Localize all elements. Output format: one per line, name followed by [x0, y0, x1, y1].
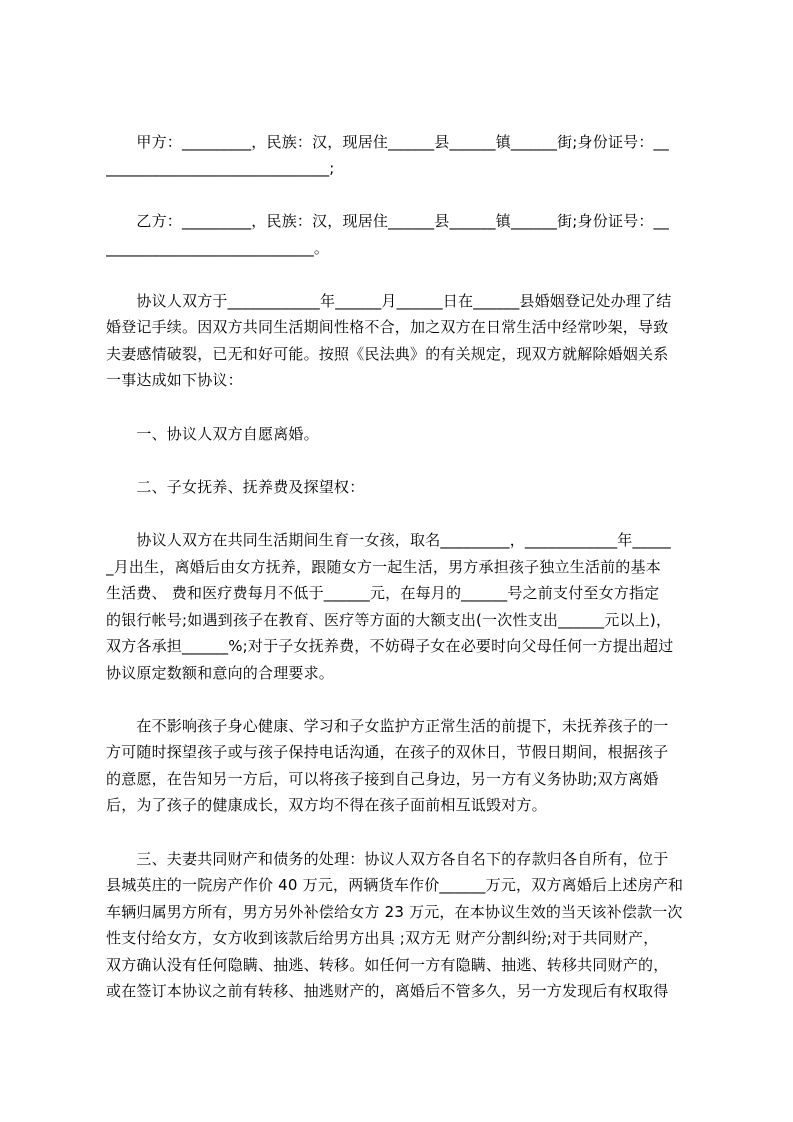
property-line-2: 县城英庄的一院房产作价 40 万元，两辆货车作价______万元，双方离婚后上述房产和 [106, 876, 684, 894]
custody-line-5: 双方各承担______%;对于子女抚养费，不妨碍子女在必要时向父母任何一方提出超过 [106, 637, 674, 655]
party-a-line-2: _____________________________; [106, 159, 335, 177]
property-line-4: 性支付给女方，女方收到该款后给男方出具 ;双方无 财产分割纠纷;对于共同财产， [106, 929, 659, 947]
preamble-line-1: 协议人双方于____________年______月______日在______县婚姻登记处办理了结 [106, 292, 672, 310]
preamble-line-3: 夫妻感情破裂，已无和好可能。按照《民法典》的有关规定，现双方就解除婚姻关系 [106, 345, 669, 363]
visitation-line-2: 方可随时探望孩子或与孩子保持电话沟通，在孩子的双休日，节假日期间，根据孩子 [106, 743, 669, 761]
preamble-line-2: 婚登记手续。因双方共同生活期间性格不合，加之双方在日常生活中经常吵架，导致 [106, 318, 669, 336]
clause-1-heading: 一、协议人双方自愿离婚。 [106, 425, 319, 443]
property-line-1: 三、夫妻共同财产和债务的处理：协议人双方各自名下的存款归各自所有，位于 [106, 850, 669, 868]
preamble-line-4: 一事达成如下协议： [106, 371, 243, 389]
visitation-line-4: 后，为了孩子的健康成长，双方均不得在孩子面前相互诋毁对方。 [106, 796, 547, 814]
custody-line-6: 协议原定数额和意向的合理要求。 [106, 664, 335, 682]
clause-2-heading: 二、子女抚养、抚养费及探望权： [106, 478, 365, 496]
property-line-3: 车辆归属男方所有，男方另外补偿给女方 23 万元，在本协议生效的当天该补偿款一次 [106, 903, 683, 921]
custody-line-1: 协议人双方在共同生活期间生育一女孩，取名_________，____________年_____ [106, 531, 672, 549]
custody-line-2: _月出生，离婚后由女方抚养，跟随女方一起生活，男方承担孩子独立生活前的基本 [106, 558, 661, 576]
property-line-5: 双方确认没有任何隐瞒、抽逃、转移。如任何一方有隐瞒、抽逃、转移共同财产的， [106, 956, 669, 974]
visitation-line-1: 在不影响孩子身心健康、学习和子女监护方正常生活的前提下，未抚养孩子的一 [106, 717, 669, 735]
visitation-line-3: 的意愿，在告知另一方后，可以将孩子接到自己身边，另一方有义务协助;双方离婚 [106, 770, 659, 788]
party-a-line-1: 甲方：_________，民族：汉，现居住______县______镇______街;身份证号：__ [106, 133, 669, 151]
custody-line-3: 生活费、 费和医疗费每月不低于______元，在每月的______号之前支付至女方指定 [106, 584, 660, 602]
property-line-6: 或在签订本协议之前有转移、抽逃财产的，离婚后不管多久，另一方发现后有权取得 [106, 982, 669, 1000]
party-b-line-1: 乙方：_________，民族：汉，现居住______县______镇______街;身份证号：__ [106, 212, 669, 230]
custody-line-4: 的银行帐号;如遇到孩子在教育、医疗等方面的大额支出(一次性支出______元以上)， [106, 611, 672, 629]
party-b-line-2: ___________________________。 [106, 239, 330, 257]
